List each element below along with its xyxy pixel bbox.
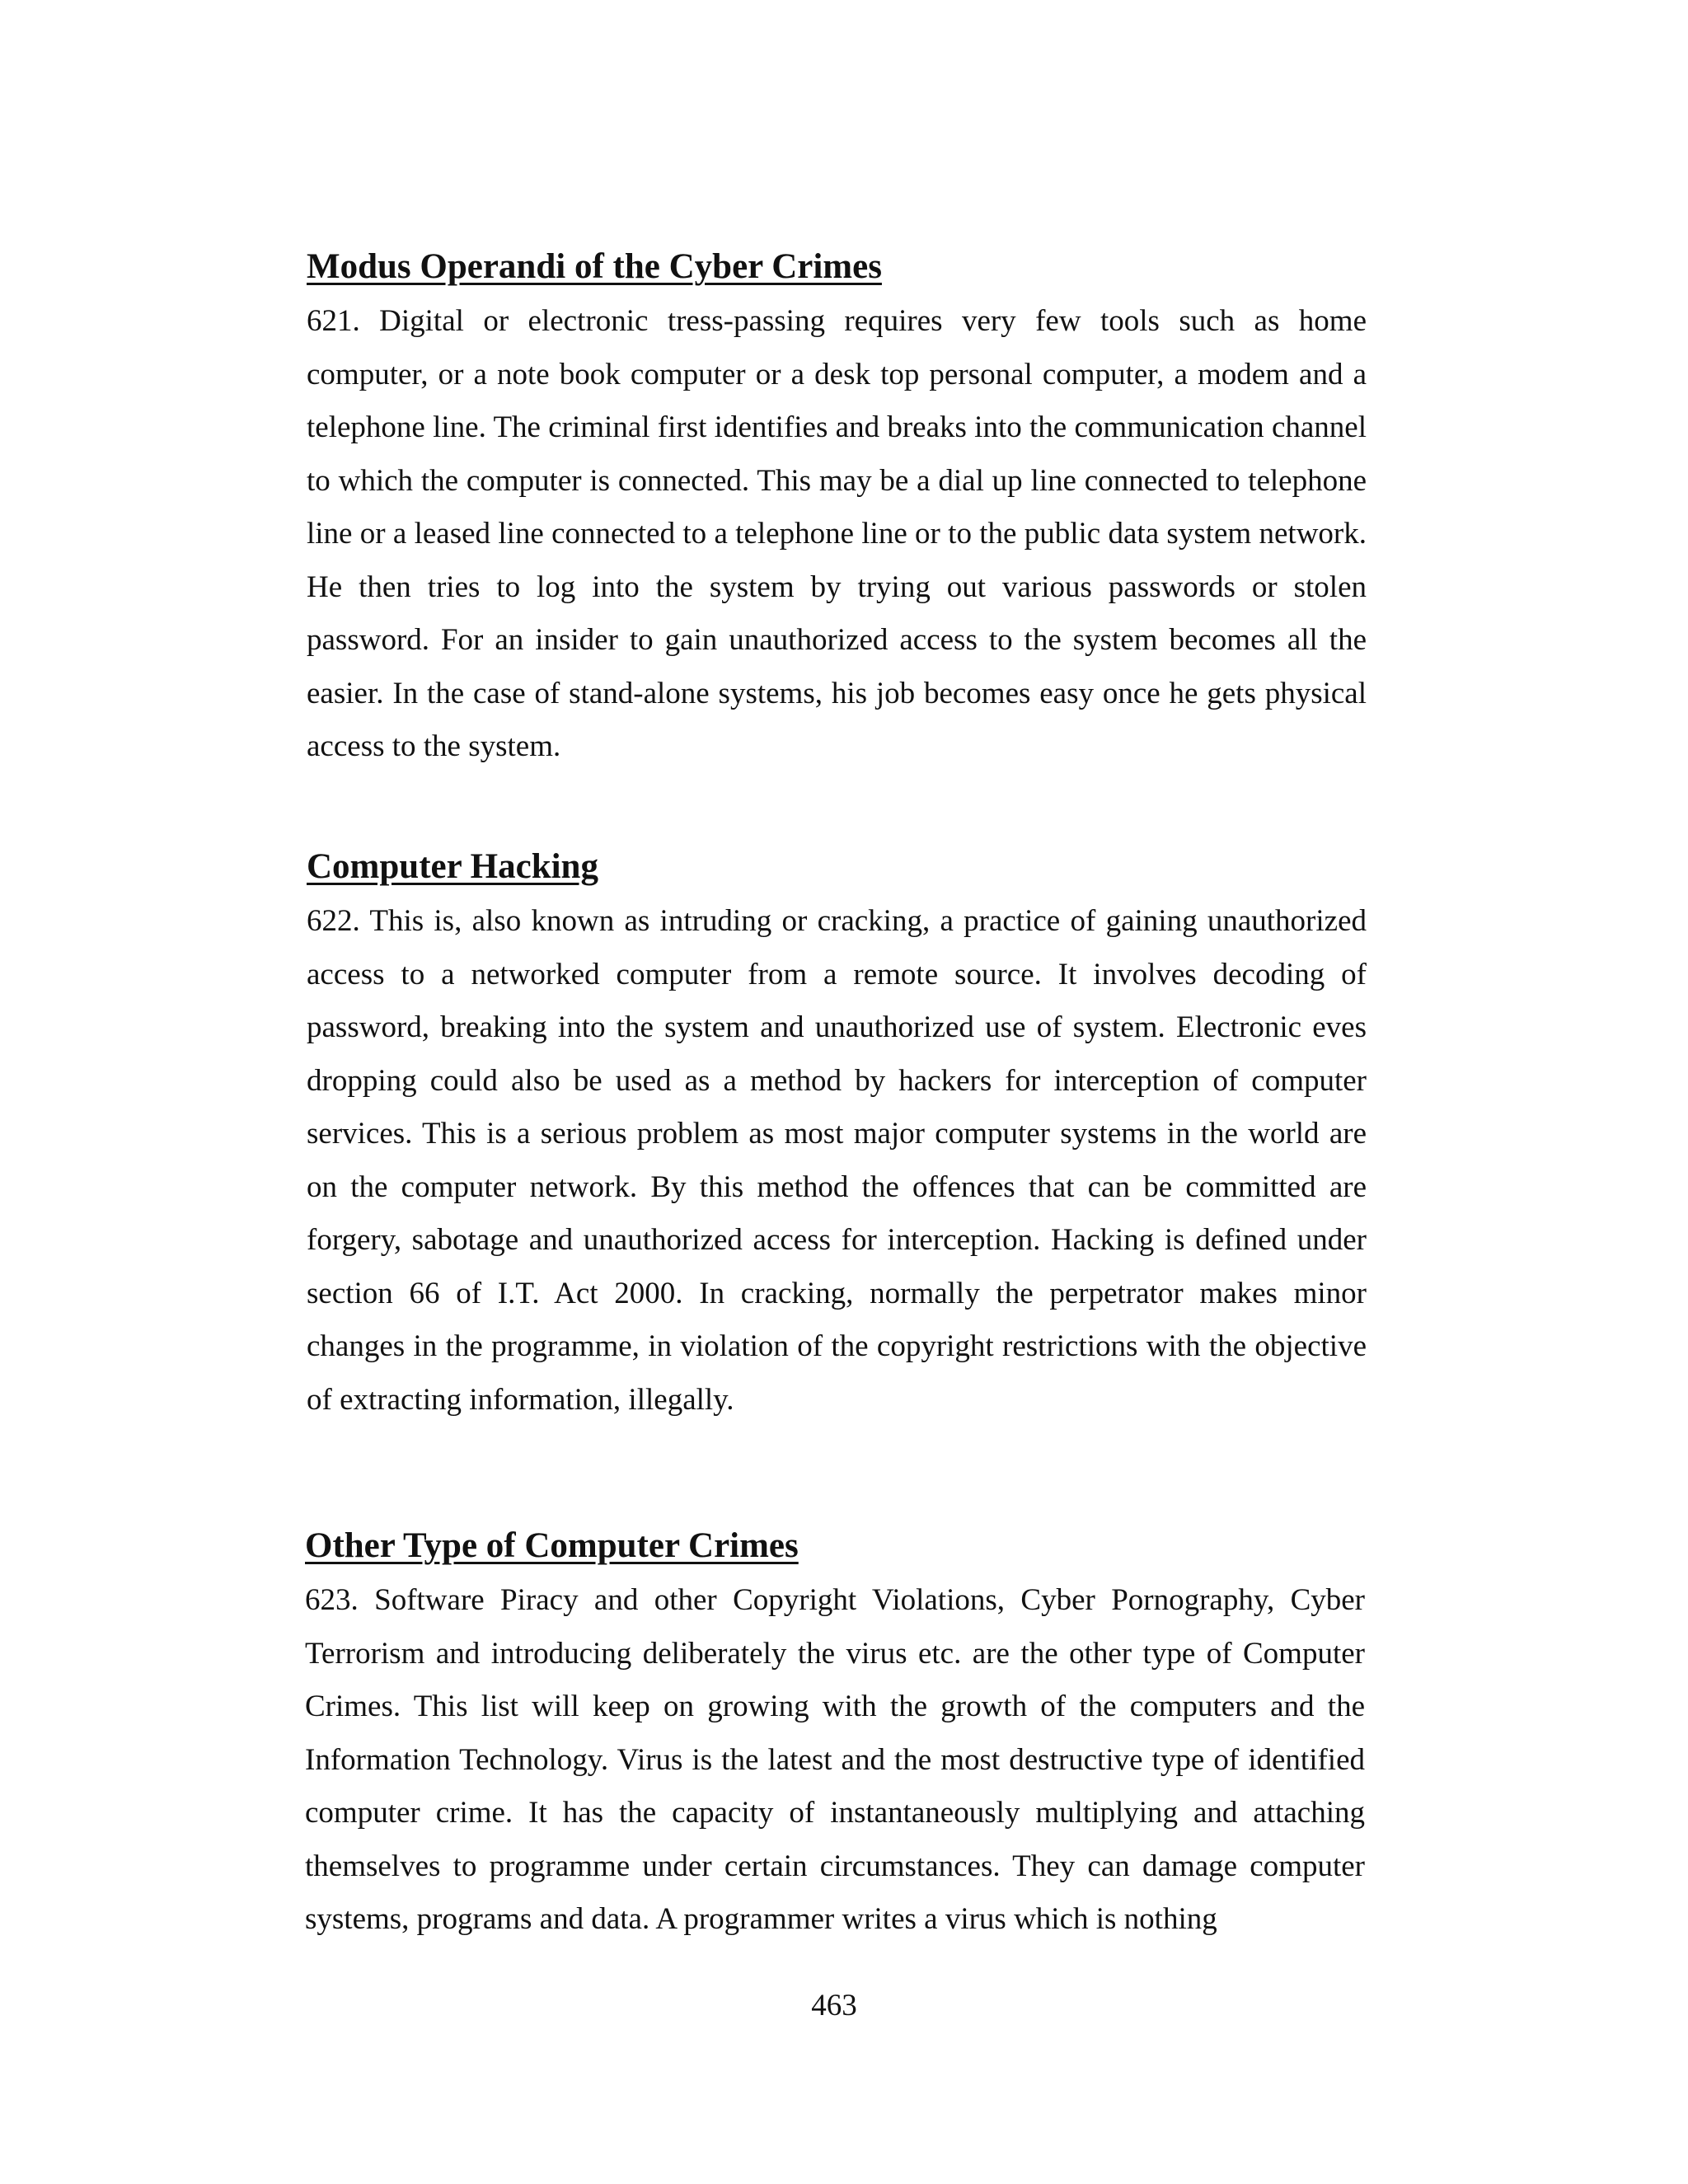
section-heading: Other Type of Computer Crimes (305, 1526, 799, 1565)
page-number: 463 (811, 1989, 857, 2022)
section-modus-operandi (307, 246, 1367, 774)
section-paragraph: 623. Software Piracy and other Copyright Violations, Cyber Pornography, Cyber Terrorism and introducing deliberately the virus etc. are the other type of Computer Crimes. This list will keep on growing with the growth of the computers and the Information Technology. Virus is the latest and the most destructive type of identified computer crime. It has the capacity of instantaneously multiplying and attaching themselves to programme under certain circumstances. They can damage computer systems, programs and data. A programmer writes a virus which is nothing (305, 1583, 1365, 1936)
section-paragraph: 621. Digital or electronic tress-passing requires very few tools such as home computer, or a note book computer or a desk top personal computer, a modem and a telephone line. The criminal first identifies and breaks into the communication channel to which the computer is connected. This may be a dial up line connected to telephone line or a leased line connected to a telephone line or to the public data system network. He then tries to log into the system by trying out various passwords or stolen password. For an insider to gain unauthorized access to the system becomes all the easier. In the case of stand-alone systems, his job becomes easy once he gets physical access to the system. (307, 304, 1367, 763)
section-heading: Computer Hacking (307, 847, 598, 886)
section-computer-hacking (307, 846, 1367, 1427)
section-heading: Modus Operandi of the Cyber Crimes (307, 247, 882, 286)
section-other-computer-crimes (305, 1525, 1365, 1947)
section-paragraph: 622. This is, also known as intruding or cracking, a practice of gaining unauthorized access to a networked computer from a remote source. It involves decoding of password, breaking into the system and unauthorized use of system. Electronic eves dropping could also be used as a method by hackers for interception of computer services. This is a serious problem as most major computer systems in the world are on the computer network. By this method the offences that can be committed are forgery, sabotage and unauthorized access for interception. Hacking is defined under section 66 of I.T. Act 2000. In cracking, normally the perpetrator makes minor changes in the programme, in violation of the copyright restrictions with the objective of extracting information, illegally. (307, 904, 1367, 1417)
